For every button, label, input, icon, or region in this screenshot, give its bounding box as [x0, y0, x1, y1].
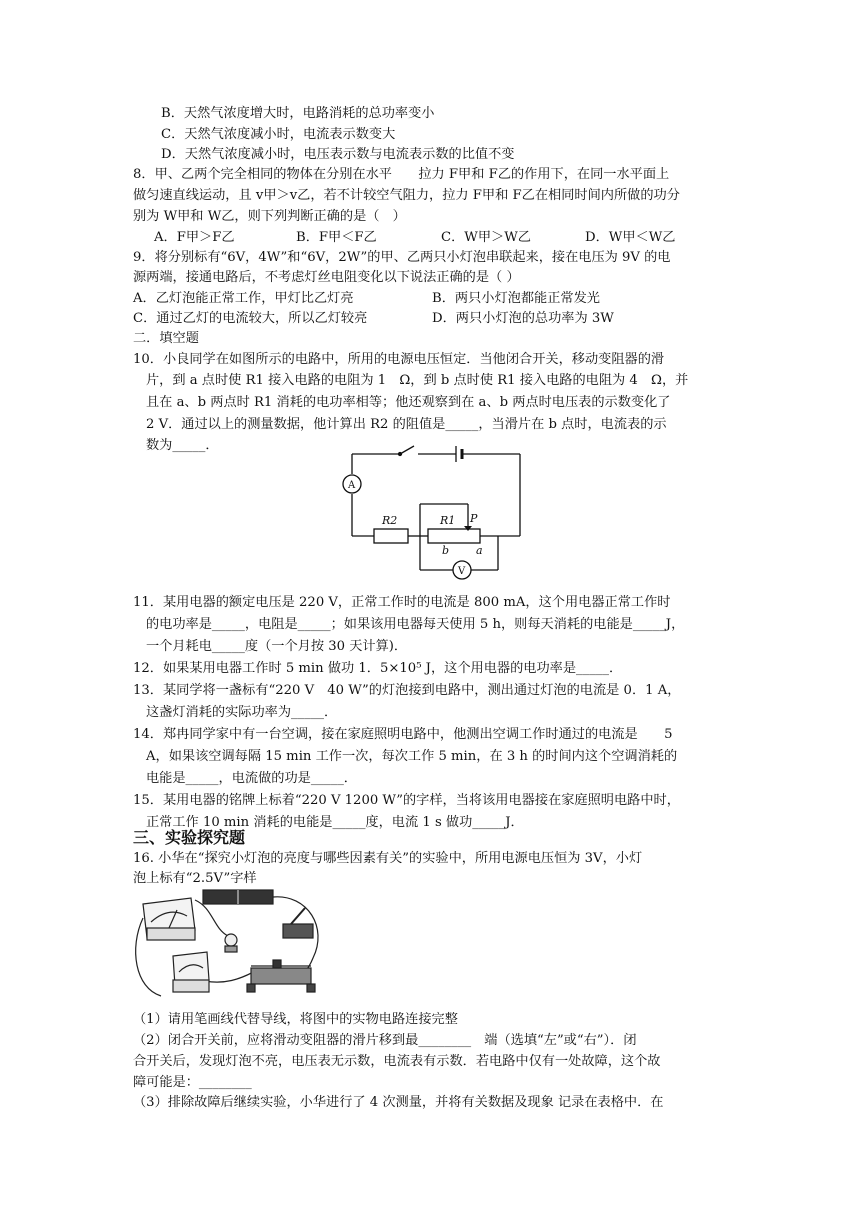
question-10-line4: 2 V．通过以上的测量数据，他计算出 R2 的阻值是_____，当滑片在 b 点时，电流表的示	[146, 417, 667, 432]
question-15: 15．某用电器的铭牌上标着“220 V 1200 W”的字样，当将该用电器接在家庭照明电路中时，	[133, 793, 680, 808]
slider-p-label: P	[470, 512, 478, 525]
question-16-part2-line3: 障可能是：________	[133, 1075, 252, 1090]
question-16-part2-line2: 合开关后，发现灯泡不亮，电压表无示数，电流表有示数．若电路中仅有一处故障，这个故	[133, 1054, 661, 1069]
r2-label: R2	[382, 514, 398, 527]
question-13-line2: 这盏灯消耗的实际功率为_____．	[146, 705, 338, 720]
question-9-line2: 源两端，接通电路后，不考虑灯丝电阻变化以下说法正确的是（ ）	[133, 270, 520, 285]
option-9b: B．两只小灯泡都能正常发光	[432, 291, 600, 306]
option-9a: A．乙灯泡能正常工作，甲灯比乙灯亮	[133, 291, 354, 306]
question-16-part2: （2）闭合开关前，应将滑动变阻器的滑片移到最________ 端（选填“左”或“右”）．闭	[133, 1033, 637, 1048]
option-b: B．F甲＜F乙	[296, 230, 377, 245]
question-14-line2: A，如果该空调每隔 15 min 工作一次，每次工作 5 min，在 3 h 的时间内这个空调消耗的	[146, 749, 678, 764]
option-8c: C．天然气浓度减小时，电流表示数变大	[161, 127, 396, 142]
question-10: 10．小良同学在如图所示的电路中，所用的电源电压恒定．当他闭合开关，移动变阻器的滑	[133, 352, 665, 367]
question-11-line3: 一个月耗电_____度（一个月按 30 天计算)．	[146, 639, 408, 654]
option-a: A．F甲＞F乙	[154, 230, 235, 245]
question-14-line3: 电能是_____，电流做的功是_____．	[146, 771, 357, 786]
question-16-line2: 泡上标有“2.5V”字样	[133, 871, 257, 886]
ammeter-label: A	[348, 480, 356, 491]
question-13: 13．某同学将一盏标有“220 V 40 W”的灯泡接到电路中，测出通过灯泡的电流是 0．1 A，	[133, 683, 681, 698]
question-16-part1: （1）请用笔画线代替导线，将图中的实物电路连接完整	[133, 1012, 458, 1027]
r1-label: R1	[440, 514, 456, 527]
section-3-heading: 三、实验探究题	[133, 828, 246, 847]
question-11-line2: 的电功率是_____，电阻是_____；如果该用电器每天使用 5 h，则每天消耗的电能是_____J，	[146, 617, 685, 632]
question-16-part3: （3）排除故障后继续实验，小华进行了 4 次测量，并将有关数据及现象 记录在表格中．在	[133, 1095, 664, 1110]
question-10-line2: 片，到 a 点时使 R1 接入电路的电阻为 1 Ω，到 b 点时使 R1 接入电路的电阻为 4 Ω，并	[146, 373, 689, 388]
experiment-apparatus-illustration	[133, 888, 333, 1006]
question-10-line5: 数为_____．	[146, 438, 219, 453]
question-11: 11．某用电器的额定电压是 220 V，正常工作时的电流是 800 mA，这个用电器正常工作时	[133, 595, 671, 610]
option-8d: D．天然气浓度减小时，电压表示数与电流表示数的比值不变	[161, 147, 515, 162]
voltmeter-label: V	[458, 566, 466, 577]
question-15-line2: 正常工作 10 min 消耗的电能是_____度，电流 1 s 做功_____J．	[146, 815, 524, 830]
question-8-line2: 做匀速直线运动，且 v甲＞v乙，若不计较空气阻力，拉力 F甲和 F乙在相同时间内所做的功分	[133, 188, 680, 203]
question-9: 9．将分别标有“6V，4W”和“6V，2W”的甲、乙两只小灯泡串联起来，接在电压为 9V 的电	[133, 250, 671, 265]
question-8-line3: 别为 W甲和 W乙，则下列判断正确的是（ ）	[133, 209, 406, 224]
question-8: 8．甲、乙两个完全相同的物体在分别在水平 拉力 F甲和 F乙的作用下，在同一水平面上	[133, 167, 670, 182]
circuit-diagram	[332, 440, 532, 588]
question-16: 16. 小华在“探究小灯泡的亮度与哪些因素有关”的实验中，所用电源电压恒为 3V，小灯	[133, 851, 643, 866]
section-2-heading: 二．填空题	[133, 331, 199, 346]
point-a-label: a	[476, 544, 483, 557]
option-9c: C．通过乙灯的电流较大，所以乙灯较亮	[133, 311, 368, 326]
option-8b: B．天然气浓度增大时，电路消耗的总功率变小	[161, 106, 435, 121]
option-d: D．W甲＜W乙	[585, 230, 676, 245]
question-10-line3: 且在 a、b 两点时 R1 消耗的电功率相等；他还观察到在 a、b 两点时电压表的示数变化了	[146, 395, 671, 410]
option-c: C．W甲＞W乙	[441, 230, 531, 245]
question-14: 14．郑冉同学家中有一台空调，接在家庭照明电路中，他测出空调工作时通过的电流是 5	[133, 727, 673, 742]
option-9d: D．两只小灯泡的总功率为 3W	[432, 311, 614, 326]
point-b-label: b	[442, 544, 450, 557]
question-12: 12．如果某用电器工作时 5 min 做功 1．5×10⁵ J，这个用电器的电功率是_____．	[133, 661, 623, 676]
